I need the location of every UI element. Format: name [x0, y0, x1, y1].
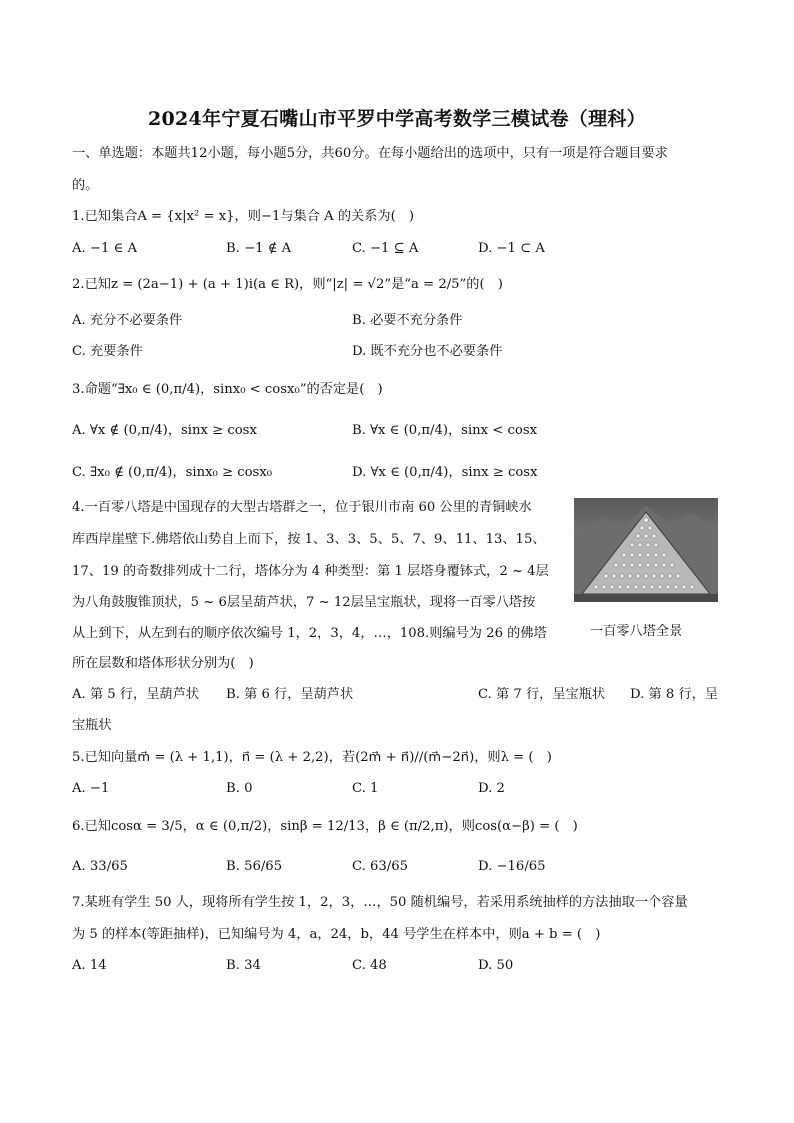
pagoda-photo	[574, 498, 718, 602]
question-2-option-b: B. 必要不充分条件	[352, 313, 463, 328]
question-4-option-a: A. 第 5 行，呈葫芦状	[72, 687, 199, 702]
question-7-option-c: C. 48	[352, 958, 387, 973]
photo-caption: 一百零八塔全景	[590, 624, 683, 639]
question-7-option-a: A. 14	[72, 958, 107, 973]
question-6-option-b: B. 56/65	[226, 859, 283, 874]
question-7-line-2: 为 5 的样本(等距抽样)，已知编号为 4，a，24，b，44 号学生在样本中，则a + b = ( )	[72, 927, 601, 942]
question-1-option-d: D. −1 ⊂ A	[478, 241, 545, 256]
pagoda-image	[574, 498, 718, 602]
question-4-option-d-wrap: 宝瓶状	[72, 718, 112, 733]
question-4-line-1: 4.一百零八塔是中国现存的大型古塔群之一，位于银川市南 60 公里的青铜峡水	[72, 500, 532, 515]
question-7-line-1: 7.某班有学生 50 人，现将所有学生按 1，2，3，…，50 随机编号，若采用系统抽样的方法抽取一个容量	[72, 895, 688, 910]
question-1-stem: 1.已知集合A = {x|x² = x}，则−1与集合 A 的关系为( )	[72, 209, 415, 224]
question-5-option-b: B. 0	[226, 781, 253, 796]
question-4-line-6: 所在层数和塔体形状分别为( )	[72, 656, 254, 671]
question-7-option-d: D. 50	[478, 958, 514, 973]
section-instructions-line2: 的。	[72, 178, 99, 193]
question-6-option-d: D. −16/65	[478, 859, 546, 874]
question-4-option-d: D. 第 8 行，呈	[630, 687, 719, 702]
question-5-option-c: C. 1	[352, 781, 379, 796]
question-7-option-b: B. 34	[226, 958, 261, 973]
question-1-option-c: C. −1 ⊆ A	[352, 241, 419, 256]
question-4-line-3: 17、19 的奇数排列成十二行，塔体分为 4 种类型：第 1 层塔身覆钵式，2 ~ 4层	[72, 564, 549, 579]
question-4-option-b: B. 第 6 行，呈葫芦状	[226, 687, 354, 702]
question-1-option-a: A. −1 ∈ A	[72, 241, 138, 256]
question-4-option-c: C. 第 7 行，呈宝瓶状	[478, 687, 606, 702]
question-3-option-a: A. ∀x ∉ (0,π/4)，sinx ≥ cosx	[72, 423, 257, 438]
question-2-option-d: D. 既不充分也不必要条件	[352, 344, 503, 359]
question-4-line-4: 为八角鼓腹锥顶状，5 ~ 6层呈葫芦状，7 ~ 12层呈宝瓶状，现将一百零八塔按	[72, 595, 536, 610]
section-instructions-line1: 一、单选题：本题共12小题，每小题5分，共60分。在每小题给出的选项中，只有一项是符合题目要求	[72, 146, 668, 161]
question-5-option-d: D. 2	[478, 781, 505, 796]
question-5-stem: 5.已知向量m⃗ = (λ + 1,1)，n⃗ = (λ + 2,2)，若(2m⃗ + n⃗)//(m⃗−2n⃗)，则λ = ( )	[72, 750, 552, 765]
question-6-option-a: A. 33/65	[72, 859, 128, 874]
exam-title: 2024年宁夏石嘴山市平罗中学高考数学三模试卷（理科）	[148, 108, 646, 130]
question-3-stem: 3.命题“∃x₀ ∈ (0,π/4)，sinx₀ < cosx₀”的否定是( )	[72, 382, 383, 397]
question-3-option-b: B. ∀x ∈ (0,π/4)，sinx < cosx	[352, 423, 538, 438]
question-4-line-5: 从上到下，从左到右的顺序依次编号 1，2，3，4，…，108.则编号为 26 的佛塔	[72, 626, 547, 641]
question-2-stem: 2.已知z = (2a−1) + (a + 1)i(a ∈ R)，则“|z| = √2”是“a = 2/5”的( )	[72, 277, 503, 292]
question-6-stem: 6.已知cosα = 3/5，α ∈ (0,π/2)，sinβ = 12/13，β ∈ (π/2,π)，则cos(α−β) = ( )	[72, 819, 578, 834]
question-2-option-c: C. 充要条件	[72, 344, 143, 359]
question-3-option-d: D. ∀x ∈ (0,π/4)，sinx ≥ cosx	[352, 465, 538, 480]
question-6-option-c: C. 63/65	[352, 859, 409, 874]
question-5-option-a: A. −1	[72, 781, 110, 796]
question-2-option-a: A. 充分不必要条件	[72, 313, 183, 328]
question-1-option-b: B. −1 ∉ A	[226, 241, 292, 256]
question-4-line-2: 库西岸崖壁下.佛塔依山势自上而下，按 1、3、3、5、5、7、9、11、13、15、	[72, 532, 546, 547]
question-3-option-c: C. ∃x₀ ∉ (0,π/4)，sinx₀ ≥ cosx₀	[72, 465, 273, 480]
